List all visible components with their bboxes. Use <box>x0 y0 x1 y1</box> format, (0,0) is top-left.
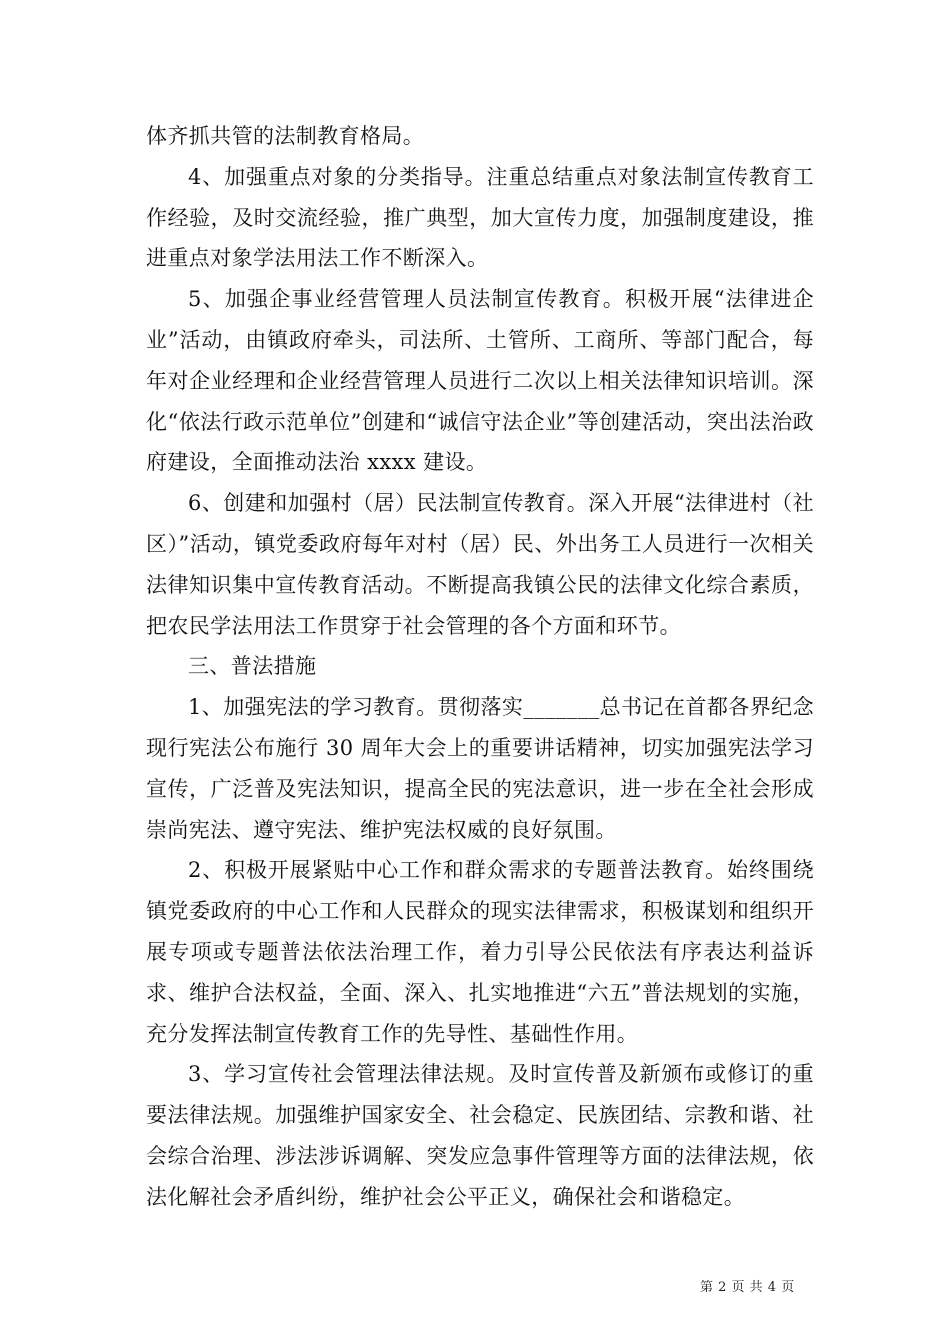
paragraph-item-5: 5、加强企事业经营管理人员法制宣传教育。积极开展“法律进企业”活动，由镇政府牵头，司法所、土管所、工商所、等部门配合，每年对企业经理和企业经营管理人员进行二次以上相关法律知识培训。深化“依法行政示范单位”创建和“诚信守法企业”等创建活动，突出法治政府建设，全面推动法治 xxxx 建设。 <box>146 287 814 475</box>
paragraph-measure-2: 2、积极开展紧贴中心工作和群众需求的专题普法教育。始终围绕镇党委政府的中心工作和人民群众的现实法律需求，积极谋划和组织开展专项或专题普法依法治理工作，着力引导公民依法有序表达利益诉求、维护合法权益，全面、深入、扎实地推进“六五”普法规划的实施，充分发挥法制宣传教育工作的先导性、基础性作用。 <box>146 858 814 1046</box>
page-number-footer: 第 2 页 共 4 页 <box>700 1280 795 1295</box>
paragraph-measure-1: 1、加强宪法的学习教育。贯彻落实_______总书记在首都各界纪念现行宪法公布施行 30 周年大会上的重要讲话精神，切实加强宪法学习宣传，广泛普及宪法知识，提高全民的宪法意识，进一步在全社会形成崇尚宪法、遵守宪法、维护宪法权威的良好氛围。 <box>146 695 814 842</box>
section-heading-measures: 三、普法措施 <box>188 654 317 679</box>
paragraph-item-4: 4、加强重点对象的分类指导。注重总结重点对象法制宣传教育工作经验，及时交流经验，推广典型，加大宣传力度，加强制度建设，推进重点对象学法用法工作不断深入。 <box>146 164 814 271</box>
paragraph-measure-3: 3、学习宣传社会管理法律法规。及时宣传普及新颁布或修订的重要法律法规。加强维护国家安全、社会稳定、民族团结、宗教和谐、社会综合治理、涉法涉诉调解、突发应急事件管理等方面的法律法规，依法化解社会矛盾纠纷，维护社会公平正义，确保社会和谐稳定。 <box>146 1062 814 1209</box>
document-body <box>146 116 814 1218</box>
paragraph-item-6: 6、创建和加强村（居）民法制宣传教育。深入开展“法律进村（社区）”活动，镇党委政府每年对村（居）民、外出务工人员进行一次相关法律知识集中宣传教育活动。不断提高我镇公民的法律文化综合素质，把农民学法用法工作贯穿于社会管理的各个方面和环节。 <box>146 491 814 638</box>
paragraph-continuation: 体齐抓共管的法制教育格局。 <box>146 124 425 148</box>
